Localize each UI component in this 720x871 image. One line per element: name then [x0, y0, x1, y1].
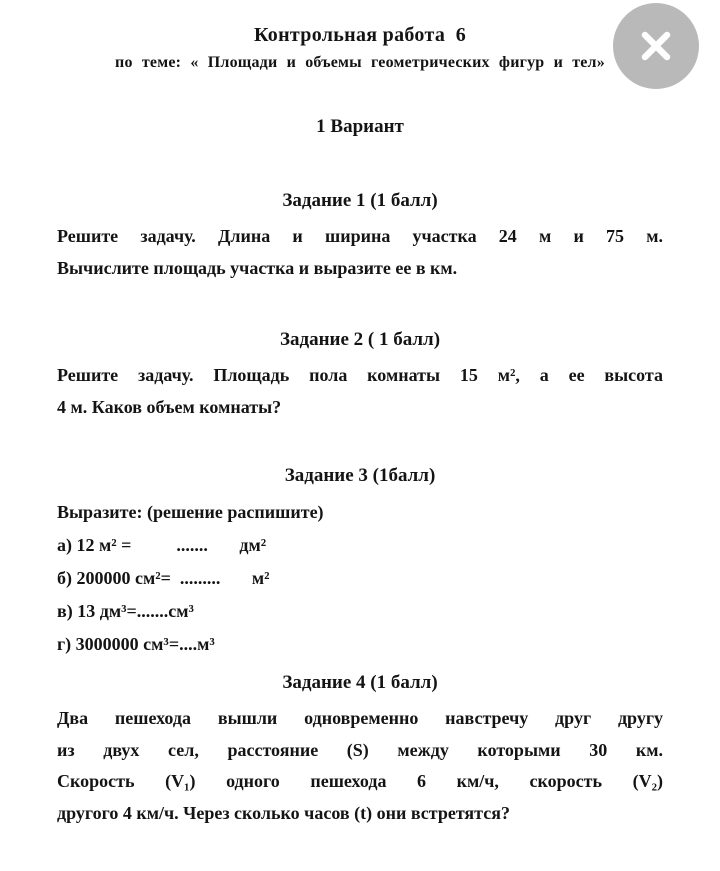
task-1-section: [57, 189, 663, 284]
task-3-item-v: в) 13 дм³=.......см³: [57, 601, 194, 621]
variant-heading: 1 Вариант: [316, 116, 404, 137]
task-3-item-a: а) 12 м² = ....... дм²: [57, 535, 267, 555]
task-3-item-b: б) 200000 см²= ......... м²: [57, 568, 270, 588]
document-subtitle: по теме: « Площади и объемы геометрических фигур и тел»: [115, 54, 605, 71]
task-3-item-g: г) 3000000 см³=....м³: [57, 634, 215, 654]
close-icon: [634, 24, 678, 68]
task-4-text-line: из двух сел, расстояние (S) между которыми 30 км.: [57, 739, 663, 760]
task-4-section: [57, 671, 663, 829]
task-3-heading: Задание 3 (1балл): [284, 465, 436, 486]
task-2-section: [57, 328, 663, 423]
task-3-section: [57, 464, 663, 661]
task-2-text-line: 4 м. Каков объем комнаты?: [57, 396, 282, 417]
task-3-intro: Выразите: (решение распишите): [57, 502, 324, 522]
task-4-text-line: другого 4 км/ч. Через сколько часов (t) они встретятся?: [57, 802, 510, 823]
task-1-heading: Задание 1 (1 балл): [282, 190, 438, 211]
task-2-text-line: Решите задачу. Площадь пола комнаты 15 м², а ее высота: [57, 365, 663, 385]
task-4-text-line: Два пешехода вышли одновременно навстречу друг другу: [57, 708, 663, 728]
task-2-heading: Задание 2 ( 1 балл): [279, 329, 441, 350]
close-button[interactable]: [613, 3, 699, 89]
task-1-text-line: Вычислите площадь участка и выразите ее в км.: [57, 257, 458, 278]
document-title: Контрольная работа 6: [253, 24, 467, 46]
task-4-text-line: Скорость (V₁) одного пешехода 6 км/ч, скорость (V₂): [57, 771, 663, 791]
task-1-text-line: Решите задачу. Длина и ширина участка 24 м и 75 м.: [57, 226, 663, 246]
task-4-heading: Задание 4 (1 балл): [282, 672, 438, 693]
